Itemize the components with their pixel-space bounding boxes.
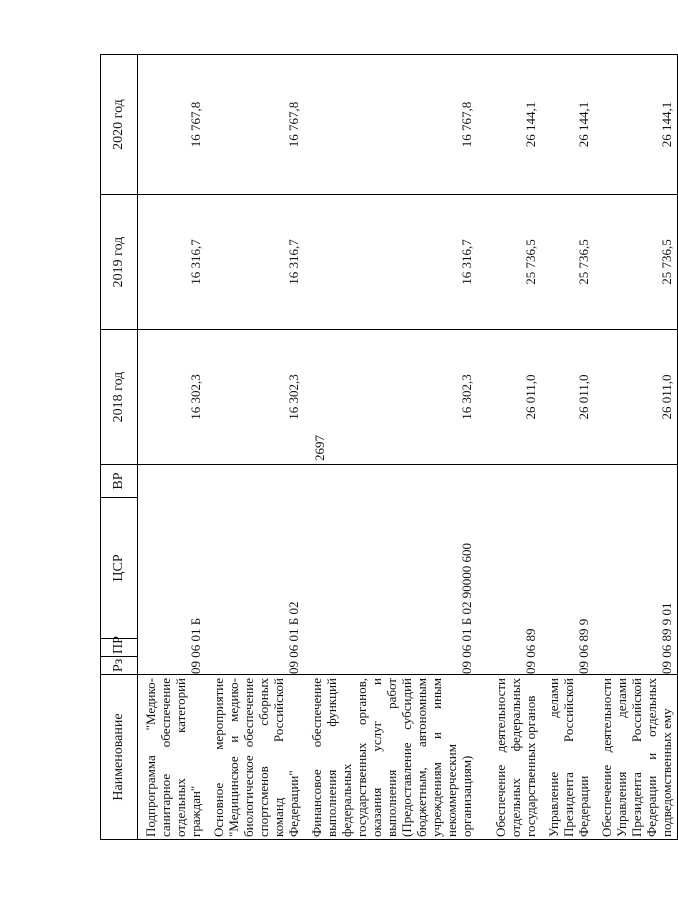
header-pr: ПР [101,639,138,657]
header-2018: 2018 год [101,330,138,465]
row-value-2019: 25 736,5 [594,195,678,330]
row-value-2018: 16 302,3 [138,330,207,465]
row-name: Управление делами Президента Российской Федерации [541,675,594,840]
row-code-text: 09 06 89 [523,628,538,674]
row-value-2018: 16 302,3 [206,330,304,465]
row-codes [541,465,594,675]
table-row [206,55,304,840]
row-value-2019: 16 316,7 [304,195,477,330]
row-name: Финансовое обеспечение выполнения функций федеральных государственных органов, оказания услуг и выполнения работ (Предоставление субсидий бюджетным, автономным учреждениям и иным некоммерческим организациям) [304,675,477,840]
row-code-text: 09 06 89 9 01 [659,602,674,674]
budget-table [100,54,678,840]
row-codes [206,465,304,675]
row-code-text: 09 06 89 9 [576,618,591,674]
row-codes [594,465,678,675]
header-csr: ЦСР [101,498,138,639]
row-value-2019: 16 316,7 [138,195,207,330]
row-value-2018: 26 011,0 [477,330,541,465]
row-value-2020: 16 767,8 [138,55,207,195]
row-codes [138,465,207,675]
table-row [304,55,477,840]
row-value-2019: 25 736,5 [477,195,541,330]
row-value-2018: 26 011,0 [541,330,594,465]
row-value-2018: 26 011,0 [594,330,678,465]
table-row [541,55,594,840]
row-codes [304,465,477,675]
header-vr: ВР [101,465,138,498]
row-value-2018: 16 302,3 [304,330,477,465]
table-row [477,55,541,840]
row-value-2020: 26 144,1 [477,55,541,195]
row-code-text: 09 06 01 Б [188,617,203,674]
page-number-text: 2697 [312,435,327,461]
header-2019: 2019 год [101,195,138,330]
table-row [138,55,207,840]
row-code-text: 09 06 01 Б 02 [286,601,301,674]
row-name: Обеспечение деятельности отдельных федеральных государственных органов [477,675,541,840]
row-value-2020: 16 767,8 [206,55,304,195]
header-name: Наименование [101,675,138,840]
row-name: Подпрограмма "Медико-санитарное обеспечение отдельных категорий граждан" [138,675,207,840]
row-value-2019: 25 736,5 [541,195,594,330]
row-value-2020: 26 144,1 [541,55,594,195]
row-codes [477,465,541,675]
row-code-text: 09 06 01 Б 02 90000 600 [459,543,474,674]
table-header [101,55,138,840]
header-2020: 2020 год [101,55,138,195]
row-value-2019: 16 316,7 [206,195,304,330]
row-name: Основное мероприятие "Медицинское и медико-биологическое обеспечение спортсменов сборных команд Российской Федерации" [206,675,304,840]
header-rz: Рз [101,657,138,675]
row-value-2020: 16 767,8 [304,55,477,195]
budget-table-container [100,55,674,840]
table-row [594,55,678,840]
row-name: Обеспечение деятельности Управления делами Президента Российской Федерации и отдельных подведомственных ему [594,675,678,840]
row-value-2020: 26 144,1 [594,55,678,195]
